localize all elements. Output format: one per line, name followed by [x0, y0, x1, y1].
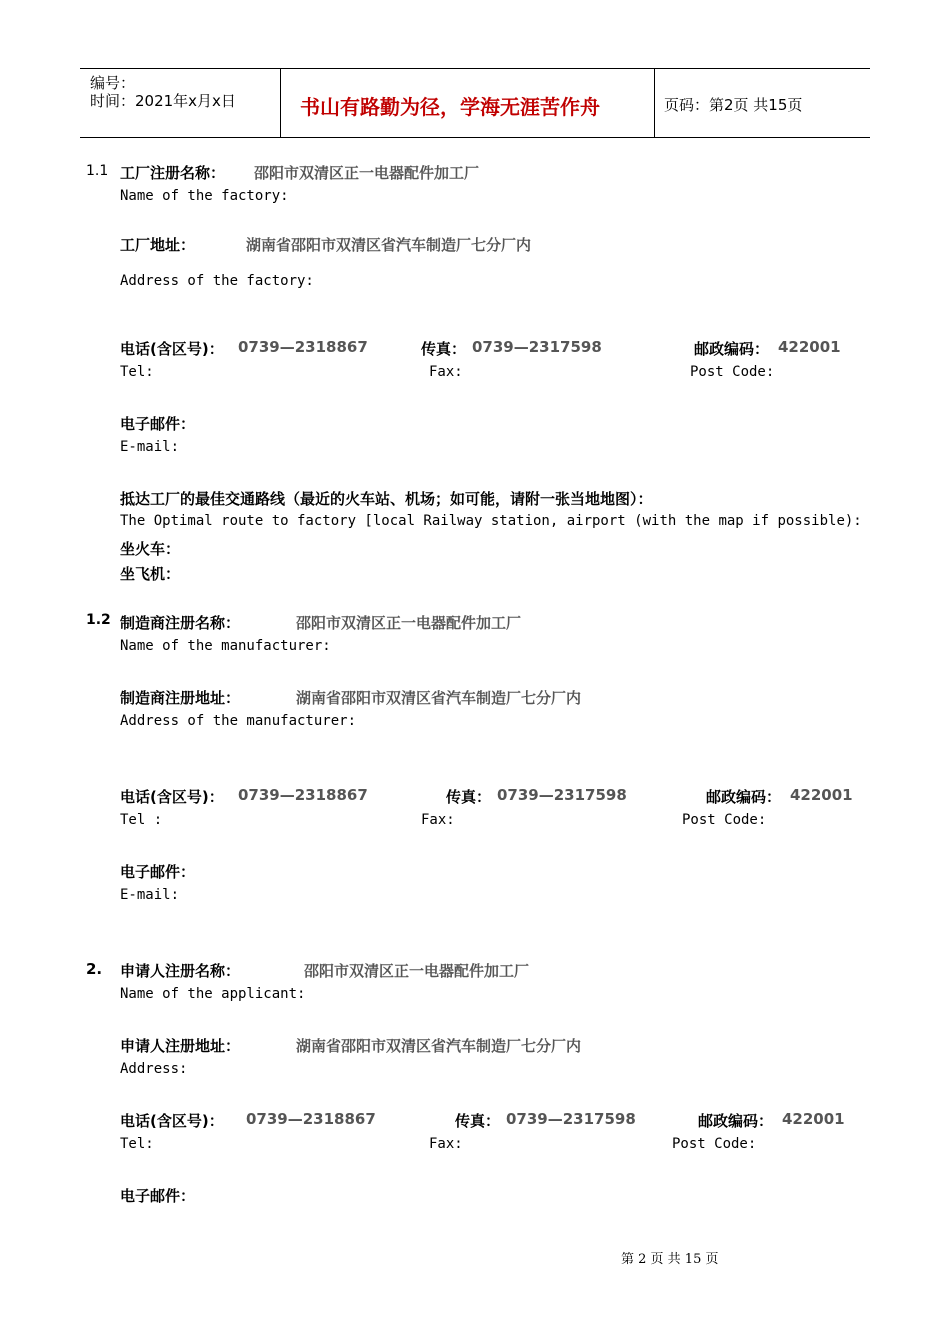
- postcode-label: 邮政编码：: [706, 788, 782, 806]
- train-label: 坐火车：: [120, 540, 181, 558]
- postcode-value: 422001: [778, 338, 841, 356]
- applicant-name-en: Name of the applicant:: [120, 986, 306, 1002]
- route-label: 抵达工厂的最佳交通路线（最近的火车站、机场；如可能，请附一张当地地图）：: [120, 490, 653, 508]
- applicant-address-label: 申请人注册地址：: [120, 1037, 241, 1055]
- page-info: 页码：第2页 共15页: [664, 96, 803, 114]
- applicant-address-value: 湖南省邵阳市双清区省汽车制造厂七分厂内: [296, 1037, 582, 1055]
- section-number: 2.: [86, 960, 103, 978]
- email-en: E-mail:: [120, 887, 180, 903]
- postcode-value: 422001: [782, 1110, 845, 1128]
- manufacturer-name-value: 邵阳市双清区正一电器配件加工厂: [296, 614, 522, 632]
- postcode-value: 422001: [790, 786, 853, 804]
- factory-name-value: 邵阳市双清区正一电器配件加工厂: [254, 164, 480, 182]
- fax-en: Fax:: [421, 812, 455, 828]
- date-label: 时间：2021年x月x日: [90, 92, 236, 110]
- factory-address-value: 湖南省邵阳市双清区省汽车制造厂七分厂内: [246, 236, 532, 254]
- tel-en: Tel:: [120, 1136, 154, 1152]
- fax-label: 传真：: [455, 1112, 501, 1130]
- fax-label: 传真：: [446, 788, 492, 806]
- page-footer: 第 2 页 共 15 页: [621, 1252, 719, 1267]
- email-label: 电子邮件：: [120, 863, 196, 881]
- fax-value: 0739—2317598: [472, 338, 602, 356]
- email-en: E-mail:: [120, 439, 180, 455]
- postcode-en: Post Code:: [682, 812, 767, 828]
- fax-en: Fax:: [429, 1136, 463, 1152]
- section-number: 1.2: [86, 612, 111, 628]
- factory-address-label: 工厂地址：: [120, 236, 196, 254]
- applicant-name-label: 申请人注册名称：: [120, 962, 241, 980]
- factory-address-en: Address of the factory:: [120, 273, 314, 289]
- header-divider: [654, 69, 655, 137]
- fax-en: Fax:: [429, 364, 463, 380]
- tel-label: 电话(含区号)：: [120, 340, 224, 358]
- fax-value: 0739—2317598: [497, 786, 627, 804]
- header-divider: [280, 69, 281, 137]
- tel-en: Tel:: [120, 364, 154, 380]
- header-motto: 书山有路勤为径，学海无涯苦作舟: [300, 95, 600, 119]
- fax-value: 0739—2317598: [506, 1110, 636, 1128]
- serial-label: 编号：: [90, 74, 136, 92]
- tel-en: Tel :: [120, 812, 163, 828]
- applicant-address-en: Address:: [120, 1061, 188, 1077]
- tel-value: 0739—2318867: [238, 338, 368, 356]
- manufacturer-address-en: Address of the manufacturer:: [120, 713, 357, 729]
- email-label: 电子邮件：: [120, 1187, 196, 1205]
- postcode-label: 邮政编码：: [698, 1112, 774, 1130]
- manufacturer-address-label: 制造商注册地址：: [120, 689, 241, 707]
- tel-label: 电话(含区号)：: [120, 788, 224, 806]
- manufacturer-address-value: 湖南省邵阳市双清区省汽车制造厂七分厂内: [296, 689, 582, 707]
- manufacturer-name-en: Name of the manufacturer:: [120, 638, 331, 654]
- plane-label: 坐飞机：: [120, 565, 181, 583]
- tel-value: 0739—2318867: [238, 786, 368, 804]
- postcode-label: 邮政编码：: [694, 340, 770, 358]
- route-en: The Optimal route to factory [local Railway station, airport (with the map if possible):: [120, 513, 862, 529]
- email-label: 电子邮件：: [120, 415, 196, 433]
- manufacturer-name-label: 制造商注册名称：: [120, 614, 241, 632]
- tel-value: 0739—2318867: [246, 1110, 376, 1128]
- fax-label: 传真：: [421, 340, 467, 358]
- section-number: 1.1: [86, 163, 109, 179]
- postcode-en: Post Code:: [672, 1136, 757, 1152]
- applicant-name-value: 邵阳市双清区正一电器配件加工厂: [304, 962, 530, 980]
- factory-name-label: 工厂注册名称：: [120, 164, 226, 182]
- factory-name-en: Name of the factory:: [120, 188, 289, 204]
- postcode-en: Post Code:: [690, 364, 775, 380]
- tel-label: 电话(含区号)：: [120, 1112, 224, 1130]
